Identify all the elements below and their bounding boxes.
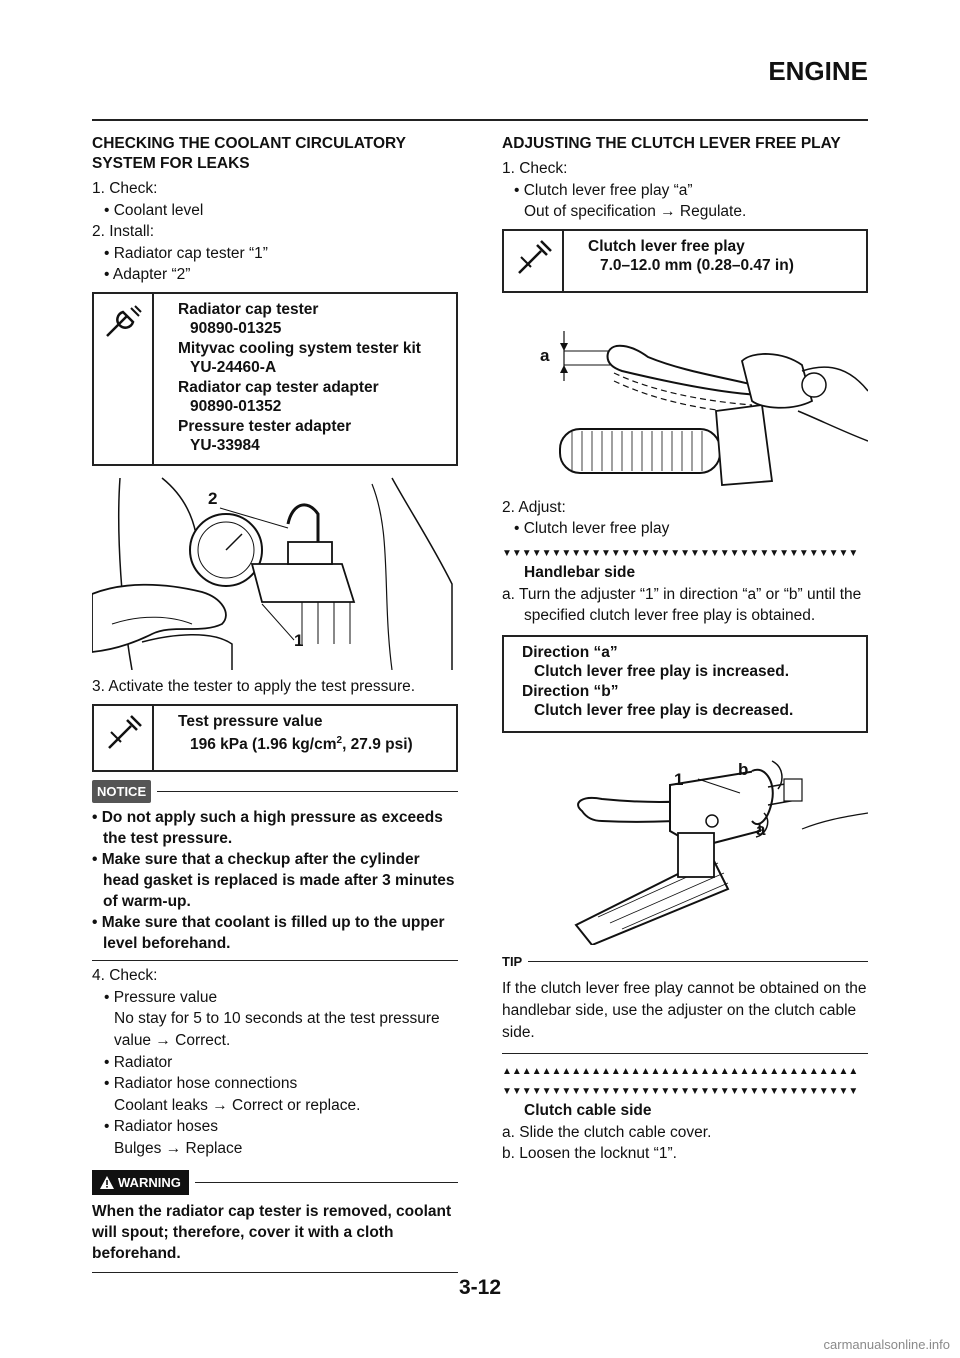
- warning-badge: [92, 1170, 189, 1196]
- callout-a: a: [540, 345, 550, 365]
- spec-value: [178, 731, 413, 755]
- spec-value: 7.0–12.0 mm (0.28–0.47 in): [600, 257, 794, 275]
- start-marker-row: ▼▼▼▼▼▼▼▼▼▼▼▼▼▼▼▼▼▼▼▼▼▼▼▼▼▼▼▼▼▼▼▼▼▼▼▼: [502, 547, 859, 559]
- header-rule: [92, 119, 868, 121]
- step-4-line: No stay for 5 to 10 seconds at the test pressure value → Correct.: [114, 1010, 440, 1049]
- tip-rule: [528, 961, 868, 962]
- tool-part-number: 90890-01352: [190, 398, 282, 416]
- tool-part-number: YU-24460-A: [190, 359, 277, 377]
- warning-triangle-icon: [100, 1176, 114, 1189]
- left-column: [92, 134, 458, 1273]
- spec-value-prefix: 196 kPa (1.96 kg/cm: [190, 736, 337, 754]
- direction-b-text: Clutch lever free play is decreased.: [534, 702, 794, 720]
- clutch-adjuster-figure: [502, 741, 868, 945]
- special-tool-box: [92, 292, 458, 466]
- spec-box: [92, 704, 458, 772]
- tip-text: If the clutch lever free play cannot be obtained on the handlebar side, use the adjuster on the clutch cable side.: [502, 978, 868, 1054]
- tool-name: Mityvac cooling system tester kit: [178, 339, 421, 357]
- step-4-line: Bulges → Replace: [114, 1139, 243, 1157]
- spec-box: [502, 229, 868, 293]
- spec-text: [154, 706, 421, 770]
- step-2: 2. Install:: [92, 223, 155, 241]
- direction-b-title: Direction “b”: [522, 682, 619, 700]
- step-4-line: • Radiator: [104, 1053, 173, 1071]
- cable-step: a. Slide the clutch cable cover.: [502, 1123, 712, 1141]
- clutch-lever-illustration: [502, 301, 868, 491]
- page-number: 3-12: [458, 1276, 502, 1299]
- notice-item: • Make sure that coolant is filled up to the upper level beforehand.: [92, 914, 445, 953]
- end-marker-row: ▲▲▲▲▲▲▲▲▲▲▲▲▲▲▲▲▲▲▲▲▲▲▲▲▲▲▲▲▲▲▲▲▲▲▲▲: [502, 1066, 859, 1078]
- clutch-adjuster-illustration: [502, 741, 868, 945]
- radiator-tester-figure: [92, 474, 458, 670]
- callout-b: b: [738, 759, 749, 779]
- clutch-lever-figure: [502, 301, 868, 491]
- step-2-item: • Clutch lever free play: [514, 520, 670, 538]
- section-title-coolant: CHECKING THE COOLANT CIRCULATORY SYSTEM FOR LEAKS: [92, 135, 406, 172]
- page-title: ENGINE: [768, 56, 868, 86]
- tip-header: [502, 951, 868, 973]
- tool-name: Pressure tester adapter: [178, 417, 352, 435]
- step-1-note: Out of specification → Regulate.: [524, 203, 747, 221]
- cable-step: b. Loosen the locknut “1”.: [502, 1145, 677, 1163]
- step-4-line: Coolant leaks → Correct or replace.: [114, 1096, 361, 1114]
- tool-name: Radiator cap tester: [178, 300, 319, 318]
- notice-list: [92, 803, 458, 961]
- direction-a-title: Direction “a”: [522, 643, 618, 661]
- start-marker-row: ▼▼▼▼▼▼▼▼▼▼▼▼▼▼▼▼▼▼▼▼▼▼▼▼▼▼▼▼▼▼▼▼▼▼▼▼: [502, 1086, 859, 1098]
- caliper-spec-icon: [504, 231, 564, 291]
- notice-badge: NOTICE: [92, 780, 151, 804]
- tip-badge: TIP: [502, 953, 523, 969]
- warning-rule: [195, 1182, 458, 1183]
- step-4-line: • Radiator hose connections: [104, 1075, 298, 1093]
- footer-watermark[interactable]: carmanualsonline.info: [823, 1337, 950, 1352]
- warning-paragraph: When the radiator cap tester is removed, coolant will spout; therefore, cover it with a cloth beforehand.: [92, 1203, 452, 1263]
- radiator-tester-illustration: [92, 474, 458, 670]
- step-2-item: • Radiator cap tester “1”: [104, 244, 268, 262]
- tool-part-number: YU-33984: [190, 437, 260, 455]
- callout-a: a: [756, 819, 766, 839]
- step-1-item: • Coolant level: [104, 201, 204, 219]
- spec-value-suffix: , 27.9 psi): [342, 736, 413, 754]
- notice-rule: [157, 791, 458, 792]
- tool-name: Radiator cap tester adapter: [178, 378, 379, 396]
- caliper-spec-icon: [94, 706, 154, 770]
- spec-title: Test pressure value: [178, 712, 323, 730]
- handlebar-side-title: Handlebar side: [524, 563, 636, 581]
- callout-1: 1: [294, 630, 304, 650]
- handlebar-step-a: a. Turn the adjuster “1” in direction “a” or “b” until the specified clutch lever free play is obtained.: [502, 585, 862, 625]
- tool-list: [154, 294, 429, 464]
- cable-side-title: Clutch cable side: [524, 1102, 652, 1120]
- warning-label: WARNING: [118, 1174, 181, 1190]
- step-4-line: • Radiator hoses: [104, 1118, 218, 1136]
- warning-text: [92, 1195, 458, 1273]
- step-2: 2. Adjust:: [502, 498, 566, 516]
- right-column: [502, 134, 868, 1165]
- step-4: 4. Check:: [92, 967, 158, 985]
- warning-header: [92, 1170, 458, 1196]
- direction-box: [502, 635, 868, 733]
- step-1-item: • Clutch lever free play “a”: [514, 181, 693, 199]
- direction-a-text: Clutch lever free play is increased.: [534, 663, 790, 681]
- notice-item: • Make sure that a checkup after the cylinder head gasket is replaced is made after 3 minutes of warm-up.: [92, 851, 455, 911]
- section-title-clutch: ADJUSTING THE CLUTCH LEVER FREE PLAY: [502, 135, 841, 152]
- spec-title: Clutch lever free play: [588, 237, 745, 255]
- notice-header: [92, 780, 458, 804]
- spec-value-sup: 2: [336, 735, 343, 747]
- spec-text: [564, 231, 802, 291]
- step-1: 1. Check:: [92, 180, 158, 197]
- step-1: 1. Check:: [502, 160, 568, 177]
- callout-1: 1: [674, 769, 684, 789]
- notice-item: • Do not apply such a high pressure as exceeds the test pressure.: [92, 809, 443, 848]
- callout-2: 2: [208, 488, 218, 508]
- wrench-tool-icon: [94, 294, 154, 464]
- step-3: 3. Activate the tester to apply the test pressure.: [92, 677, 416, 695]
- step-2-item: • Adapter “2”: [104, 266, 191, 284]
- step-4-line: • Pressure value: [104, 988, 218, 1006]
- tool-part-number: 90890-01325: [190, 320, 282, 338]
